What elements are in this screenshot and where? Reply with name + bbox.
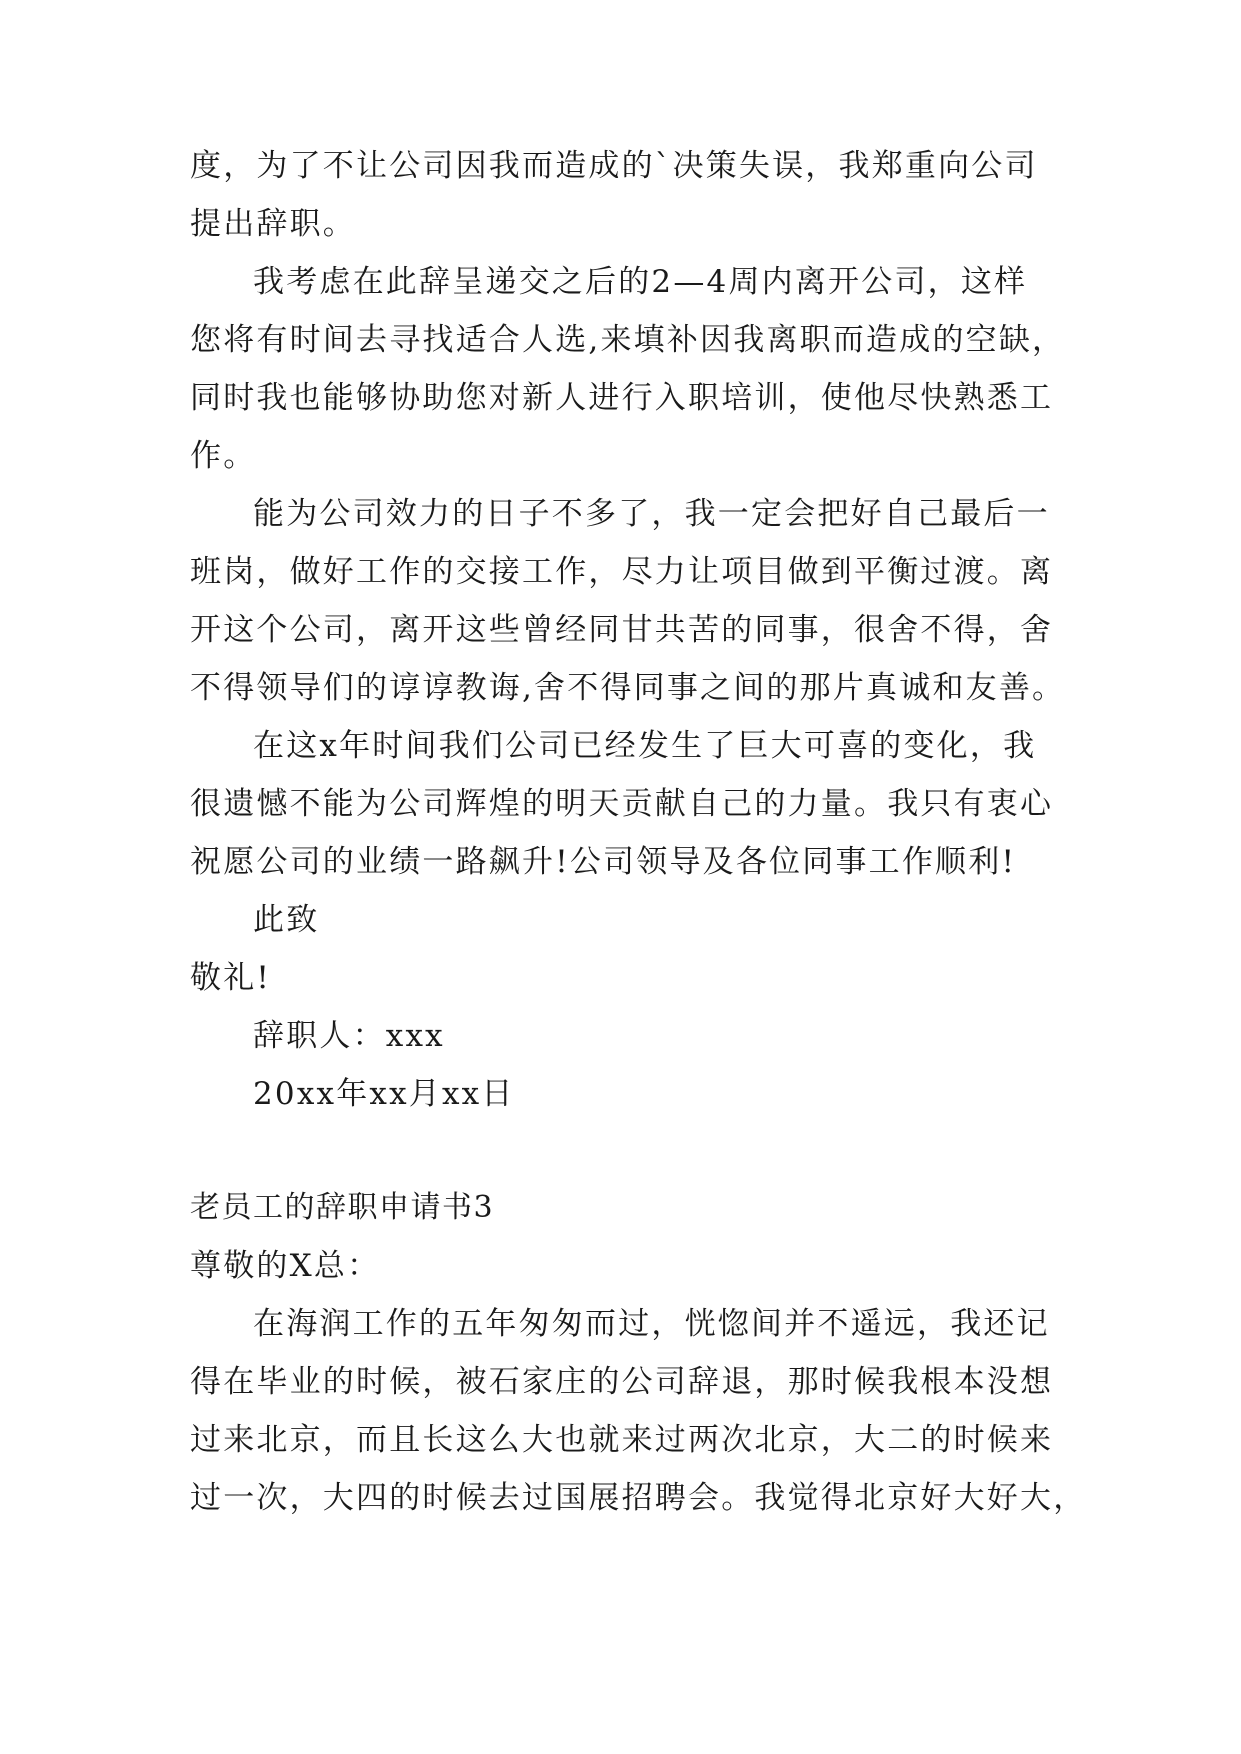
text-line: 很遗憾不能为公司辉煌的明天贡献自己的力量。我只有衷心 (190, 786, 1054, 822)
text-line: 过来北京，而且长这么大也就来过两次北京，大二的时候来 (190, 1422, 1054, 1458)
text-line: 班岗，做好工作的交接工作，尽力让项目做到平衡过渡。离 (190, 554, 1054, 590)
text-line: 祝愿公司的业绩一路飙升!公司领导及各位同事工作顺利! (190, 844, 1017, 880)
text-line: 不得领导们的谆谆教诲,舍不得同事之间的那片真诚和友善。 (190, 670, 1066, 706)
paragraph-first-line: 在海润工作的五年匆匆而过，恍惚间并不遥远，我还记 (253, 1306, 1050, 1342)
text-line: 过一次，大四的时候去过国展招聘会。我觉得北京好大好大， (190, 1480, 1087, 1516)
paragraph-first-line: 我考虑在此辞呈递交之后的2—4周内离开公司，这样 (253, 264, 1028, 300)
text-line: 提出辞职。 (190, 206, 356, 242)
text-line: 度，为了不让公司因我而造成的`决策失误，我郑重向公司 (190, 148, 1038, 184)
paragraph-first-line: 能为公司效力的日子不多了，我一定会把好自己最后一 (253, 496, 1050, 532)
text-line: 同时我也能够协助您对新人进行入职培训，使他尽快熟悉工 (190, 380, 1054, 416)
text-line: 开这个公司，离开这些曾经同甘共苦的同事，很舍不得，舍 (190, 612, 1054, 648)
date-line: 20xx年xx月xx日 (253, 1076, 515, 1112)
text-line: 得在毕业的时候，被石家庄的公司辞退，那时候我根本没想 (190, 1364, 1054, 1400)
closing-regards: 敬礼! (190, 960, 272, 996)
section-heading: 老员工的辞职申请书3 (190, 1190, 495, 1225)
signature-line: 辞职人：xxx (253, 1018, 445, 1054)
greeting-line: 尊敬的X总： (190, 1248, 381, 1284)
paragraph-first-line: 在这x年时间我们公司已经发生了巨大可喜的变化，我 (253, 728, 1037, 764)
text-line: 您将有时间去寻找适合人选,来填补因我离职而造成的空缺， (190, 322, 1066, 358)
closing-salutation: 此致 (253, 902, 320, 938)
text-line: 作。 (190, 438, 257, 474)
